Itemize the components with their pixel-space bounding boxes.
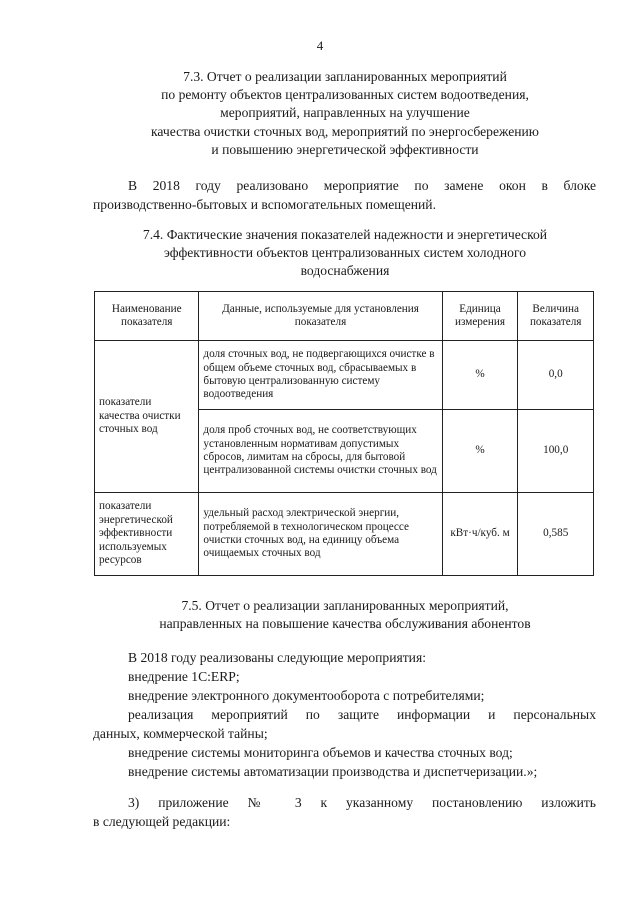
- unit-cell: кВт·ч/куб. м: [442, 493, 518, 576]
- section-7-3-title-line: 7.3. Отчет о реализации запланированных мероприятий: [183, 69, 507, 84]
- section-7-4-title: [80, 226, 610, 281]
- section-7-5-item: внедрение электронного документооборота с потребителями;: [128, 688, 485, 703]
- section-7-5-item-continued: данных, коммерческой тайны;: [93, 726, 268, 741]
- unit-cell: %: [442, 410, 518, 493]
- section-7-5-title-line: направленных на повышение качества обслуживания абонентов: [159, 616, 531, 632]
- data-cell: доля проб сточных вод, не соответствующих установленным нормативам допустимых сбросов, лимитам на сбросы, для бытовой централизованной системы очистки сточных вод: [199, 410, 442, 493]
- section-7-4-title-line: эффективности объектов централизованных систем холодного: [163, 245, 527, 261]
- section-7-5-item: внедрение 1С:ERP;: [128, 669, 240, 684]
- header-data: Данные, используемые для установления показателя: [199, 292, 442, 341]
- section-7-4-title-line: 7.4. Фактические значения показателей надежности и энергетической: [142, 227, 548, 242]
- value-cell: 100,0: [518, 410, 594, 493]
- indicators-table: [94, 291, 594, 576]
- section-7-5-title-line: 7.5. Отчет о реализации запланированных мероприятий,: [181, 598, 509, 613]
- closing-line1: 3) приложение № 3 к указанному постановлению изложить: [128, 795, 596, 810]
- section-7-3-title-line: качества очистки сточных вод, мероприятий по энергосбережению: [151, 123, 539, 139]
- section-7-3-title-line: мероприятий, направленных на улучшение: [220, 105, 470, 121]
- group-name-cell: показатели энергетической эффективности используемых ресурсов: [95, 493, 199, 576]
- table-row: [95, 493, 594, 576]
- section-7-5-title: [80, 597, 610, 633]
- section-7-4-title-line: водоснабжения: [300, 263, 390, 279]
- section-7-3-title-line: по ремонту объектов централизованных систем водоотведения,: [161, 87, 529, 103]
- header-value: Величина показателя: [518, 292, 594, 341]
- value-cell: 0,0: [518, 341, 594, 410]
- section-7-5-item: реализация мероприятий по защите информации и персональных: [128, 707, 596, 722]
- closing-line2: в следующей редакции:: [93, 814, 231, 829]
- data-cell: удельный расход электрической энергии, потребляемой в технологическом процессе очистки сточных вод, на единицу объема очищаемых сточных вод: [199, 493, 442, 576]
- value-cell: 0,585: [518, 493, 594, 576]
- section-7-3-body-line1: В 2018 году реализовано мероприятие по замене окон в блоке: [128, 178, 596, 193]
- data-cell: доля сточных вод, не подвергающихся очистке в общем объеме сточных вод, сбрасываемых в бытовую централизованную систему водоотведения: [199, 341, 442, 410]
- section-7-5-item: внедрение системы автоматизации производства и диспетчеризации.»;: [128, 764, 538, 779]
- unit-cell: %: [442, 341, 518, 410]
- section-7-5-item: внедрение системы мониторинга объемов и качества сточных вод;: [128, 745, 513, 760]
- section-7-5-intro: В 2018 году реализованы следующие мероприятия:: [128, 650, 426, 665]
- header-unit: Единица измерения: [442, 292, 518, 341]
- header-name: Наименование показателя: [95, 292, 199, 341]
- group-name-cell: показатели качества очистки сточных вод: [95, 341, 199, 493]
- table-header-row: [95, 292, 594, 341]
- page-number: 4: [316, 38, 324, 53]
- section-7-3-title-line: и повышению энергетической эффективности: [211, 141, 479, 157]
- section-7-3-title: [80, 68, 610, 159]
- table-row: [95, 341, 594, 410]
- section-7-3-body-line2: производственно-бытовых и вспомогательных помещений.: [93, 197, 436, 212]
